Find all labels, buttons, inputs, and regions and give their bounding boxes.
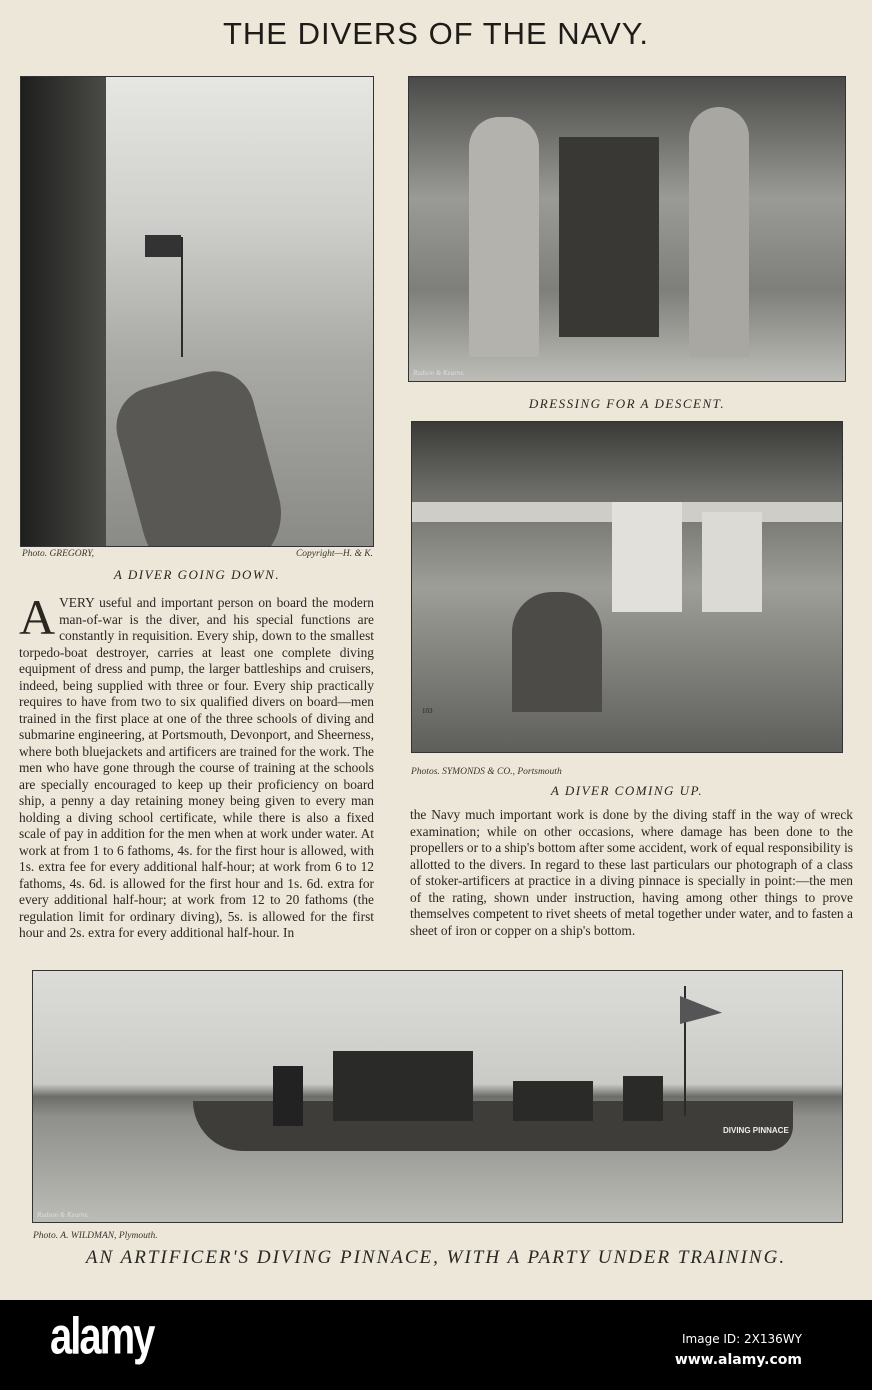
drop-cap: A	[19, 589, 56, 645]
article-text: VERY useful and important person on board the modern man-of-war is the diver, and his special functions are constantly in requisition. Every ship, down to the smallest torpedo-boat destroyer, carries at least one complete diving equipment of dress and pump, the larger battleships and cruisers, indeed, being supplied with three or four. Every ship practically requires to have from two to six qualified divers on board—men trained in the first place at one of the three schools of diving and submarine engineering, at Portsmouth, Devonport, and Sheerness, where both bluejackets and artificers are trained for the work. The men who have gone through the course of training at the schools are specially encouraged to keep up their proficiency on board ship, a penny a day retaining money being given to every man holding a diving school certificate, while there is also a fixed scale of pay in addition for the men when at work under water. At work at from 1 to 6 fathoms, 4s. for the first hour is allowed, with 1s. extra fee for every additional half-hour; at work from 6 to 12 fathoms, 4s. 6d. is allowed for the first hour and 1s. 6d. extra for every additional half-hour; at work from 12 to 20 fathoms (the regulation limit for ordinary diving), 5s. is allowed for the first hour and 2s. extra for every additional half-hour. In	[19, 595, 374, 940]
boat-label: DIVING PINNACE	[723, 1126, 789, 1135]
photo-copyright: Copyright—H. & K.	[295, 549, 373, 559]
photo-caption: DRESSING FOR A DESCENT.	[528, 396, 726, 411]
image-id: Image ID: 2X136WY	[682, 1332, 802, 1346]
photo-credit: Photo. A. WILDMAN, Plymouth.	[33, 1231, 158, 1241]
photo-credit: Photo. GREGORY,	[22, 549, 95, 559]
article-left-column	[19, 589, 374, 942]
photo-diver-going-down	[20, 76, 374, 547]
alamy-logo: alamy	[50, 1308, 154, 1366]
photo-caption: AN ARTIFICER'S DIVING PINNACE, WITH A PARTY UNDER TRAINING.	[85, 1247, 787, 1268]
photo-caption: A DIVER COMING UP.	[550, 783, 704, 798]
photo-engraver-mark: Rudson & Kearns.	[37, 1211, 89, 1219]
photo-diver-coming-up	[411, 421, 843, 753]
photo-diving-pinnace	[32, 970, 843, 1223]
photo-caption: A DIVER GOING DOWN.	[113, 567, 281, 582]
page-title: THE DIVERS OF THE NAVY.	[222, 16, 650, 51]
photo-engraver-mark: Rudson & Kearns.	[413, 369, 465, 377]
photo-dressing-for-descent	[408, 76, 846, 382]
boat-number: 103	[422, 707, 433, 715]
article-right-column: the Navy much important work is done by the diving staff in the way of wreck examination; while on other occasions, where damage has been done to the propellers or to a ship's bottom after some accident, work of equal responsibility is allotted to the divers. In regard to these last particulars our photograph of a class of stoker-artificers at practice in a diving pinnace is specially in point:—the men of the rating, shown under instruction, having among other things to prove themselves competent to rivet sheets of metal together under water, and to fasten a sheet of iron or copper on a ship's bottom.	[410, 807, 853, 938]
photo-credit: Photos. SYMONDS & CO., Portsmouth	[411, 767, 562, 777]
site-url: www.alamy.com	[674, 1352, 802, 1368]
